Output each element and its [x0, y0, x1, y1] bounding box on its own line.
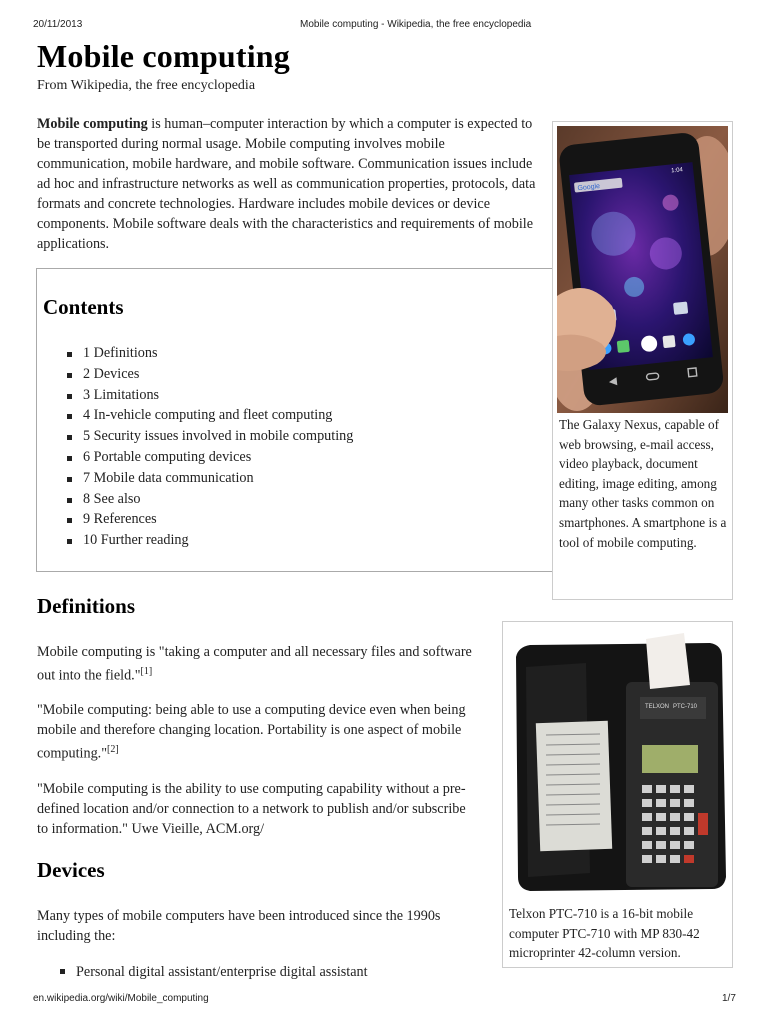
phone-figure [552, 121, 733, 600]
telxon-photo[interactable] [508, 627, 729, 899]
toc-list [37, 343, 353, 551]
toc-item[interactable]: 9 References [37, 509, 353, 530]
intro-paragraph [37, 114, 537, 254]
definitions-text-2: "Mobile computing: being able to use a computing device even when being mobile and therefore changing location. Portability is one aspect of mobile computing." [37, 702, 466, 762]
toc-item[interactable]: 5 Security issues involved in mobile computing [37, 426, 353, 447]
devices-list-item[interactable]: Personal digital assistant/enterprise digital assistant [60, 962, 368, 982]
reference-link-2[interactable]: [2] [107, 744, 119, 755]
screen-status-time: 1:04 [670, 167, 684, 175]
toc-item[interactable]: 2 Devices [37, 364, 353, 385]
toc-item[interactable]: 1 Definitions [37, 343, 353, 364]
intro-text: is human–computer interaction by which a computer is expected to be transported during normal usage. Mobile computing involves mobile communication, mobile hardware, and mobile software. Communication issues include ad hoc and infrastructure networks as well as communication properties, protocols, data formats and concrete technologies. Hardware includes mobile devices or device components. Mobile software deals with the characteristics and requirements of mobile applications. [37, 116, 536, 252]
toc-item[interactable]: 3 Limitations [37, 385, 353, 406]
phone-caption: The Galaxy Nexus, capable of web browsing, e-mail access, video playback, document editing, image editing, among many other tasks common on smartphones. A smartphone is a tool of mobile computing. [559, 417, 727, 550]
toc-item[interactable]: 4 In-vehicle computing and fleet computing [37, 405, 353, 426]
print-date: 20/11/2013 [33, 19, 83, 30]
reference-link-1[interactable]: [1] [140, 666, 153, 677]
article-subtitle: From Wikipedia, the free encyclopedia [37, 78, 256, 93]
print-page-title: Mobile computing - Wikipedia, the free encyclopedia [300, 19, 532, 30]
screen-search-label: Google [577, 182, 601, 193]
telxon-brand-label: TELXON [645, 704, 670, 710]
devices-list [60, 962, 368, 982]
toc-item[interactable]: 10 Further reading [37, 530, 353, 551]
definitions-paragraph-1 [37, 642, 477, 686]
article-title: Mobile computing [37, 38, 290, 74]
toc-title: Contents [43, 295, 124, 319]
print-page-number: 1/7 [722, 993, 736, 1004]
definitions-paragraph-3: "Mobile computing is the ability to use computing capability without a pre-defined location and/or connection to a network to publish and/or subscribe to information." Uwe Vieille, ACM.org/ [37, 781, 466, 837]
toc-item[interactable]: 6 Portable computing devices [37, 447, 353, 468]
telxon-figure [502, 621, 733, 968]
toc-item[interactable]: 7 Mobile data communication [37, 468, 353, 489]
definitions-text-1: Mobile computing is "taking a computer and all necessary files and software out into the field." [37, 644, 472, 684]
definitions-heading: Definitions [37, 594, 136, 618]
devices-heading: Devices [37, 858, 105, 882]
toc-item[interactable]: 8 See also [37, 489, 353, 510]
devices-intro: Many types of mobile computers have been introduced since the 1990s including the: [37, 908, 441, 944]
telxon-caption: Telxon PTC-710 is a 16-bit mobile computer PTC-710 with MP 830-42 microprinter 42-column version. [509, 906, 700, 961]
print-url: en.wikipedia.org/wiki/Mobile_computing [33, 993, 209, 1004]
galaxy-nexus-photo[interactable] [557, 126, 728, 413]
telxon-model-label: PTC-710 [673, 704, 698, 710]
definitions-paragraph-2 [37, 700, 477, 764]
table-of-contents [36, 268, 556, 572]
intro-term: Mobile computing [37, 116, 148, 132]
